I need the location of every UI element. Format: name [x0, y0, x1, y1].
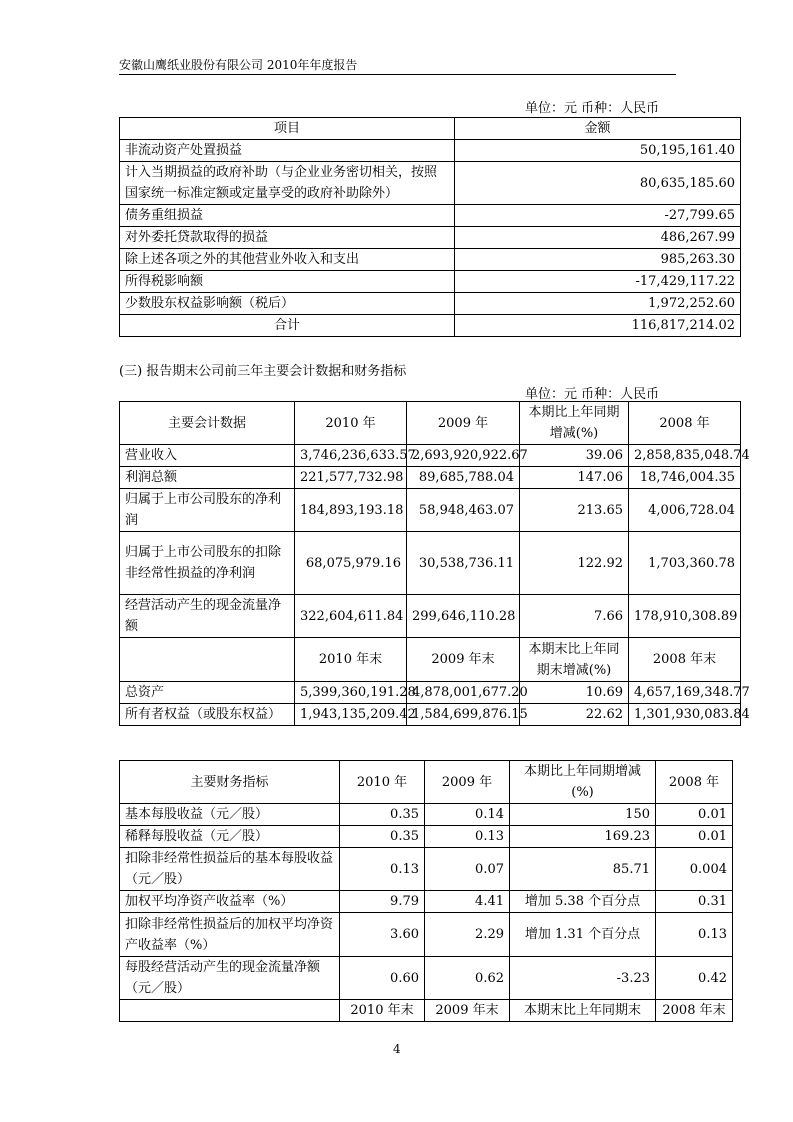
row-label: 非流动资产处置损益: [120, 140, 455, 162]
table-row: [120, 445, 741, 467]
value-cell: 0.004: [656, 848, 733, 891]
value-cell: 2.29: [425, 913, 510, 957]
header-cell: 2008 年末: [656, 1000, 733, 1022]
header-row: [120, 402, 741, 445]
value-cell: 4,006,728.04: [629, 489, 741, 532]
row-label: 利润总额: [120, 467, 295, 489]
value-cell: 4,657,169,348.77: [629, 682, 741, 704]
value-cell: 147.06: [520, 467, 629, 489]
value-cell: 221,577,732.98: [295, 467, 407, 489]
value-cell: 22.62: [520, 704, 629, 726]
value-cell: 3,746,236,633.57: [295, 445, 407, 467]
row-label: 债务重组损益: [120, 205, 455, 227]
table-row: [120, 162, 741, 205]
row-label: 总资产: [120, 682, 295, 704]
value-cell: 18,746,004.35: [629, 467, 741, 489]
header-cell: 本期比上年同期增减(%): [510, 761, 656, 804]
value-cell: 1,972,252.60: [455, 293, 741, 315]
header-cell: 2009 年: [425, 761, 510, 804]
header-cell: [120, 638, 295, 682]
value-cell: -27,799.65: [455, 205, 741, 227]
value-cell: 1,703,360.78: [629, 532, 741, 595]
header-row: [120, 761, 733, 804]
value-cell: 2,858,835,048.74: [629, 445, 741, 467]
row-label: 稀释每股收益（元／股）: [120, 826, 340, 848]
row-label: 加权平均净资产收益率（%）: [120, 891, 340, 913]
value-cell: 0.01: [656, 804, 733, 826]
value-cell: 0.13: [425, 826, 510, 848]
value-cell: 2,693,920,922.67: [407, 445, 520, 467]
table-row: [120, 140, 741, 162]
header-cell: 本期末比上年同期末: [510, 1000, 656, 1022]
value-cell: 9.79: [340, 891, 425, 913]
row-label: 经营活动产生的现金流量净额: [120, 595, 295, 638]
value-cell: 58,948,463.07: [407, 489, 520, 532]
row-label: 所有者权益（或股东权益）: [120, 704, 295, 726]
header-cell: 主要会计数据: [120, 402, 295, 445]
table-row: [120, 891, 733, 913]
value-cell: 169.23: [510, 826, 656, 848]
row-label: 扣除非经常性损益后的加权平均净资产收益率（%）: [120, 913, 340, 957]
value-cell: 0.42: [656, 957, 733, 1000]
value-cell: 5,399,360,191.28: [295, 682, 407, 704]
value-cell: 150: [510, 804, 656, 826]
header-cell: 2009 年末: [425, 1000, 510, 1022]
table-row: [120, 682, 741, 704]
value-cell: 89,685,788.04: [407, 467, 520, 489]
financial-indicators-table: [119, 760, 733, 1022]
row-label: 所得税影响额: [120, 271, 455, 293]
table-row: [120, 826, 733, 848]
unit-label: 单位：元 币种：人民币: [525, 101, 660, 116]
value-cell: 4.41: [425, 891, 510, 913]
table-row: [120, 704, 741, 726]
value-cell: 0.31: [656, 891, 733, 913]
value-cell: 486,267.99: [455, 227, 741, 249]
header-cell: 2010 年: [295, 402, 407, 445]
table-row: [120, 227, 741, 249]
row-label: 每股经营活动产生的现金流量净额（元／股）: [120, 957, 340, 1000]
value-cell: 0.13: [340, 848, 425, 891]
table-row: [120, 249, 741, 271]
value-cell: 1,943,135,209.42: [295, 704, 407, 726]
value-cell: 0.60: [340, 957, 425, 1000]
value-cell: 7.66: [520, 595, 629, 638]
table-row: [120, 293, 741, 315]
value-cell: 985,263.30: [455, 249, 741, 271]
table-row: [120, 848, 733, 891]
unit-label-2: 单位：元 币种：人民币: [525, 387, 660, 402]
accounting-data-table: [119, 401, 750, 726]
running-header: 安徽山鹰纸业股份有限公司 2010年年度报告: [119, 58, 358, 72]
row-label: 合计: [120, 315, 455, 337]
value-cell: 184,893,193.18: [295, 489, 407, 532]
row-label: 扣除非经常性损益后的基本每股收益（元／股）: [120, 848, 340, 891]
row-label: 计入当期损益的政府补助（与企业业务密切相关，按照国家统一标准定额或定量享受的政府补助除外）: [120, 162, 455, 205]
value-cell: 178,910,308.89: [629, 595, 741, 638]
row-label: 归属于上市公司股东的扣除非经常性损益的净利润: [120, 532, 295, 595]
value-cell: 0.35: [340, 826, 425, 848]
value-cell: 3.60: [340, 913, 425, 957]
page-number: 4: [393, 1042, 401, 1056]
table-row: [120, 804, 733, 826]
header-cell: 2008 年末: [629, 638, 741, 682]
value-cell: 0.62: [425, 957, 510, 1000]
row-label: 营业收入: [120, 445, 295, 467]
value-cell: 50,195,161.40: [455, 140, 741, 162]
non-recurring-items-table: [119, 117, 741, 337]
table-row: [120, 205, 741, 227]
value-cell: 增加 1.31 个百分点: [510, 913, 656, 957]
value-cell: 0.13: [656, 913, 733, 957]
value-cell: 增加 5.38 个百分点: [510, 891, 656, 913]
header-cell: 2010 年末: [295, 638, 407, 682]
header-cell: 2008 年: [656, 761, 733, 804]
header-cell: 2009 年: [407, 402, 520, 445]
value-cell: 322,604,611.84: [295, 595, 407, 638]
header-row: [120, 118, 741, 140]
value-cell: 1,301,930,083.84: [629, 704, 741, 726]
value-cell: 122.92: [520, 532, 629, 595]
header-cell: 2010 年末: [340, 1000, 425, 1022]
value-cell: 4,878,001,677.20: [407, 682, 520, 704]
value-cell: 213.65: [520, 489, 629, 532]
table-row: [120, 957, 733, 1000]
value-cell: 30,538,736.11: [407, 532, 520, 595]
value-cell: 1,584,699,876.15: [407, 704, 520, 726]
row-label: 对外委托贷款取得的损益: [120, 227, 455, 249]
table-row: [120, 532, 741, 595]
header-cell: 金额: [455, 118, 741, 140]
header-cell: 项目: [120, 118, 455, 140]
value-cell: 0.07: [425, 848, 510, 891]
header-cell: 本期末比上年同期末增减(%): [520, 638, 629, 682]
header-cell: 主要财务指标: [120, 761, 340, 804]
value-cell: 85.71: [510, 848, 656, 891]
value-cell: 10.69: [520, 682, 629, 704]
table-row: [120, 913, 733, 957]
header-cell: [120, 1000, 340, 1022]
header-rule: [119, 74, 676, 75]
value-cell: 80,635,185.60: [455, 162, 741, 205]
value-cell: 0.35: [340, 804, 425, 826]
section-title: (三) 报告期末公司前三年主要会计数据和财务指标: [119, 364, 407, 379]
table-row: [120, 489, 741, 532]
value-cell: 0.01: [656, 826, 733, 848]
value-cell: 299,646,110.28: [407, 595, 520, 638]
value-cell: 116,817,214.02: [455, 315, 741, 337]
header-cell: 2008 年: [629, 402, 741, 445]
row-label: 除上述各项之外的其他营业外收入和支出: [120, 249, 455, 271]
total-row: [120, 315, 741, 337]
subheader-row: [120, 1000, 733, 1022]
row-label: 基本每股收益（元／股）: [120, 804, 340, 826]
table-row: [120, 271, 741, 293]
header-cell: 本期比上年同期增减(%): [520, 402, 629, 445]
value-cell: 39.06: [520, 445, 629, 467]
header-cell: 2009 年末: [407, 638, 520, 682]
table-row: [120, 595, 741, 638]
value-cell: 0.14: [425, 804, 510, 826]
subheader-row: [120, 638, 741, 682]
value-cell: -3.23: [510, 957, 656, 1000]
row-label: 归属于上市公司股东的净利润: [120, 489, 295, 532]
value-cell: 68,075,979.16: [295, 532, 407, 595]
header-cell: 2010 年: [340, 761, 425, 804]
value-cell: -17,429,117.22: [455, 271, 741, 293]
row-label: 少数股东权益影响额（税后）: [120, 293, 455, 315]
table-row: [120, 467, 741, 489]
